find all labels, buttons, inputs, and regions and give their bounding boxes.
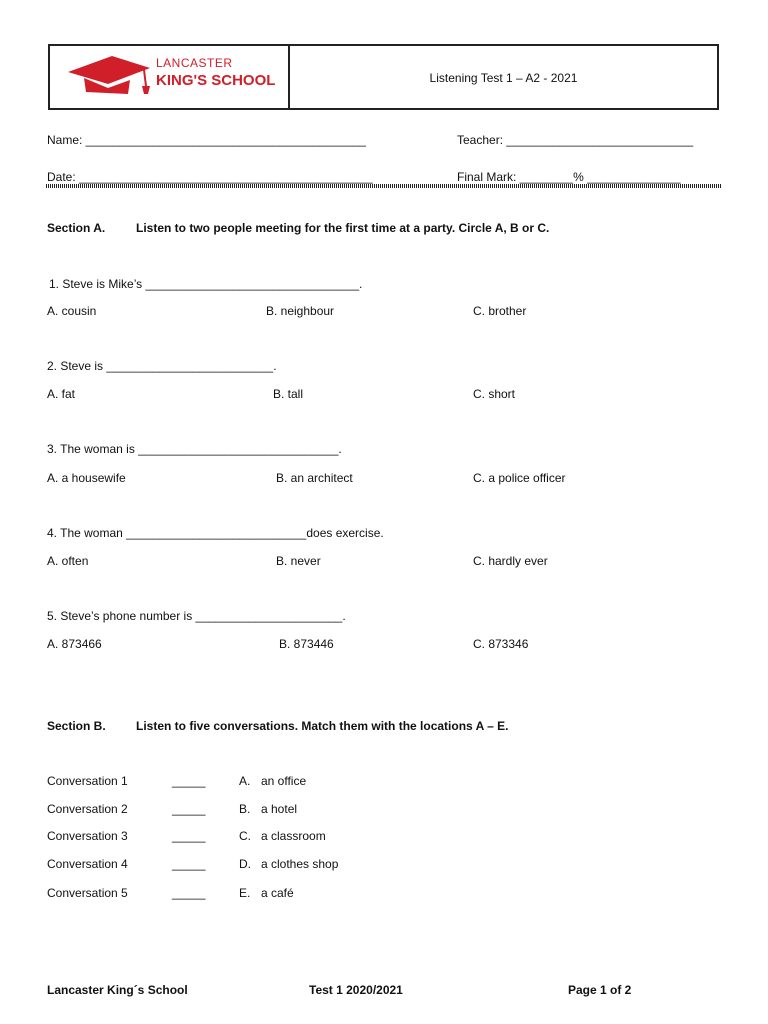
location-letter: E. <box>239 886 251 900</box>
location-name: a hotel <box>261 802 298 816</box>
question-2-text: 2. Steve is _________________________. <box>47 359 277 373</box>
question-1-option-c: C. brother <box>473 304 527 318</box>
footer-school: Lancaster King´s School <box>47 983 188 997</box>
location-name: a café <box>261 886 294 900</box>
question-3-option-b: B. an architect <box>276 471 353 485</box>
question-2-option-c: C. short <box>473 387 516 401</box>
section-b-instruction: Listen to five conversations. Match them with the locations A – E. <box>136 719 509 733</box>
question-2-option-b: B. tall <box>273 387 304 401</box>
header-box <box>48 44 719 110</box>
location-letter: B. <box>239 802 251 816</box>
location-letter: A. <box>239 774 251 788</box>
question-3-option-c: C. a police officer <box>473 471 566 485</box>
question-2-option-a: A. fat <box>47 387 76 401</box>
logo-text-top: LANCASTER <box>156 56 233 70</box>
location-name: an office <box>261 774 307 788</box>
section-a-label: Section A. <box>47 221 106 235</box>
school-logo <box>66 50 276 98</box>
conversation-label: Conversation 4 <box>47 857 128 871</box>
dotted-separator <box>46 184 721 188</box>
date-field: Date: ____________________________________________ <box>47 170 373 184</box>
footer-test: Test 1 2020/2021 <box>309 983 403 997</box>
question-4-option-c: C. hardly ever <box>473 554 548 568</box>
question-5-option-c: C. 873346 <box>473 637 529 651</box>
teacher-field: Teacher: ____________________________ <box>457 133 694 147</box>
location-letter: D. <box>239 857 251 871</box>
name-field: Name: __________________________________________ <box>47 133 366 147</box>
section-b-label: Section B. <box>47 719 106 733</box>
answer-blank: _____ <box>172 774 206 788</box>
test-title: Listening Test 1 – A2 - 2021 <box>429 71 578 85</box>
question-4-option-a: A. often <box>47 554 89 568</box>
question-1-text: 1. Steve is Mike’s ________________________________. <box>49 277 363 291</box>
answer-blank: _____ <box>172 802 206 816</box>
conversation-label: Conversation 5 <box>47 886 128 900</box>
conversation-label: Conversation 1 <box>47 774 128 788</box>
answer-blank: _____ <box>172 829 206 843</box>
logo-text-main: KING'S SCHOOL <box>156 72 276 89</box>
conversation-label: Conversation 3 <box>47 829 128 843</box>
question-5-option-a: A. 873466 <box>47 637 102 651</box>
question-3-text: 3. The woman is ______________________________. <box>47 442 342 456</box>
question-1-option-a: A. cousin <box>47 304 97 318</box>
answer-blank: _____ <box>172 886 206 900</box>
question-3-option-a: A. a housewife <box>47 471 126 485</box>
question-5-option-b: B. 873446 <box>279 637 334 651</box>
location-name: a classroom <box>261 829 326 843</box>
question-1-option-b: B. neighbour <box>266 304 335 318</box>
section-a-instruction: Listen to two people meeting for the first time at a party. Circle A, B or C. <box>136 221 550 235</box>
location-name: a clothes shop <box>261 857 339 871</box>
graduation-cap-icon <box>66 50 156 98</box>
question-5-text: 5. Steve’s phone number is ______________________. <box>47 609 346 623</box>
location-letter: C. <box>239 829 251 843</box>
final-mark-field: Final Mark: ________% ______________ <box>457 170 681 184</box>
footer-page-number: Page 1 of 2 <box>568 983 632 997</box>
answer-blank: _____ <box>172 857 206 871</box>
question-4-option-b: B. never <box>276 554 321 568</box>
question-4-text: 4. The woman ___________________________does exercise. <box>47 526 384 540</box>
conversation-label: Conversation 2 <box>47 802 128 816</box>
